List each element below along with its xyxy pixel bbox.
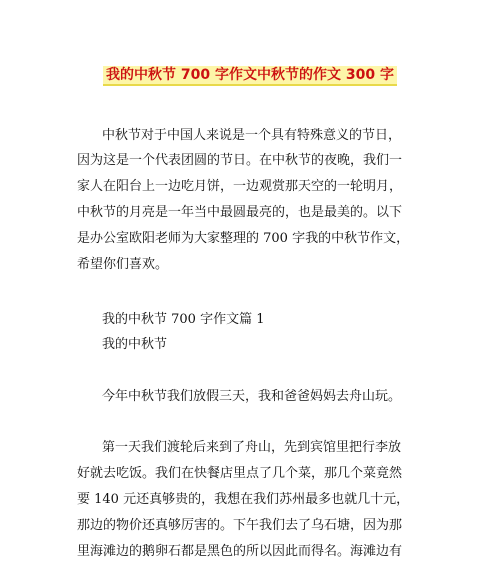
paragraph-2-line: 要 140 元还真够贵的，我想在我们苏州最多也就几十元， — [77, 492, 410, 507]
paragraph-2-line: 里海滩边的鹅卵石都是黑色的所以因此而得名。海滩边有 — [77, 544, 403, 559]
section-heading: 我的中秋节 700 字作文篇 1 — [102, 312, 265, 327]
intro-line: 中秋节的月亮是一年当中最圆最亮的，也是最美的。以下 — [77, 205, 403, 220]
paragraph-2-line: 那边的物价还真够厉害的。下午我们去了乌石塘，因为那 — [77, 518, 403, 533]
document-title: 我的中秋节 700 字作文中秋节的作文 300 字 — [103, 66, 397, 86]
intro-line: 家人在阳台上一边吃月饼，一边观赏那天空的一轮明月， — [77, 179, 403, 194]
intro-line: 因为这是一个代表团圆的节日。在中秋节的夜晚，我们一 — [77, 153, 403, 168]
intro-line: 中秋节对于中国人来说是一个具有特殊意义的节日， — [102, 128, 402, 143]
intro-line: 是办公室欧阳老师为大家整理的 700 字我的中秋节作文， — [77, 231, 410, 246]
paragraph-2-line: 第一天我们渡轮后来到了舟山，先到宾馆里把行李放 — [102, 440, 402, 455]
paragraph-2-line: 好就去吃饭。我们在快餐店里点了几个菜，那几个菜竟然 — [77, 466, 403, 481]
intro-line: 希望你们喜欢。 — [77, 257, 169, 272]
paragraph-1: 今年中秋节我们放假三天，我和爸爸妈妈去舟山玩。 — [102, 389, 402, 404]
essay-title: 我的中秋节 — [102, 337, 168, 352]
document-title-row — [0, 66, 500, 86]
